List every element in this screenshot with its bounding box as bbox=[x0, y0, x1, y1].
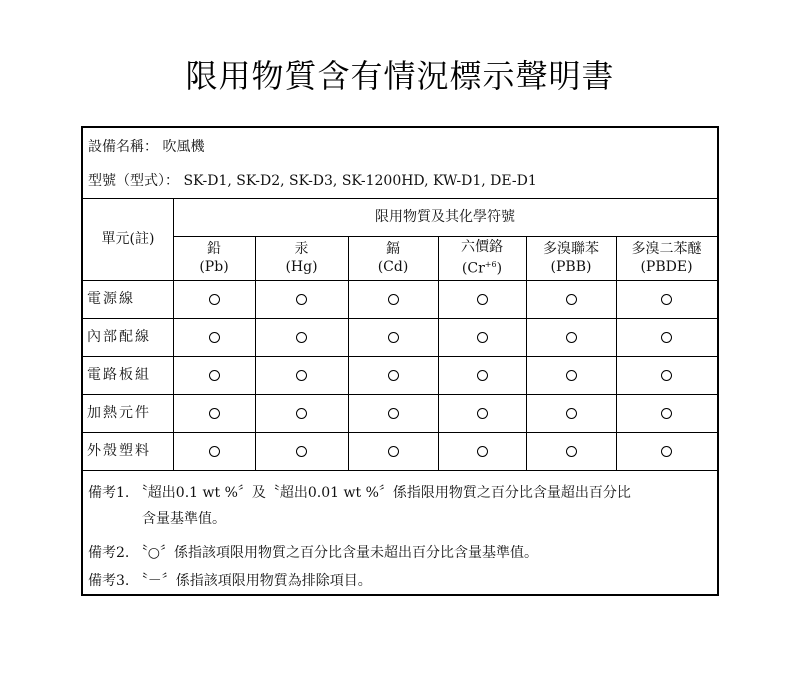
table-cell bbox=[173, 356, 255, 394]
circle-mark-icon bbox=[477, 332, 488, 343]
circle-mark-icon bbox=[209, 332, 220, 343]
note-2 bbox=[88, 540, 538, 566]
circle-mark-icon bbox=[209, 370, 220, 381]
note-3 bbox=[88, 568, 372, 594]
table-cell bbox=[616, 318, 717, 356]
circle-mark-icon bbox=[296, 294, 307, 305]
table-cell bbox=[348, 318, 438, 356]
substance-name: 汞 bbox=[294, 241, 309, 257]
column-header bbox=[173, 236, 255, 280]
table-cell bbox=[255, 356, 348, 394]
unit-name: 內部配線 bbox=[87, 329, 151, 345]
substance-group-header: 限用物質及其化學符號 bbox=[375, 209, 515, 225]
device-name-line bbox=[88, 130, 204, 164]
circle-mark-icon bbox=[661, 370, 672, 381]
substance-name: 多溴聯苯 bbox=[543, 241, 599, 257]
table-cell bbox=[255, 280, 348, 318]
circle-mark-icon bbox=[477, 294, 488, 305]
unit-header: 單元(註) bbox=[101, 231, 155, 247]
symbol-superscript: +6 bbox=[484, 260, 497, 270]
column-header bbox=[255, 236, 348, 280]
table-cell bbox=[255, 318, 348, 356]
table-cell bbox=[348, 280, 438, 318]
substance-name: 鎘 bbox=[385, 241, 400, 257]
note-text-continued: 含量基準值。 bbox=[142, 511, 226, 527]
table-cell bbox=[616, 394, 717, 432]
table-cell bbox=[526, 394, 616, 432]
substance-name: 鉛 bbox=[207, 241, 221, 257]
table-cell bbox=[438, 318, 526, 356]
column-header bbox=[616, 236, 717, 280]
device-name-value: 吹風機 bbox=[162, 139, 205, 155]
circle-mark-icon bbox=[566, 370, 577, 381]
circle-mark-icon bbox=[209, 446, 220, 457]
circle-mark-icon bbox=[477, 370, 488, 381]
model-label: 型號（型式）： bbox=[88, 173, 179, 189]
circle-mark-icon bbox=[566, 446, 577, 457]
note-text: 〝○〞係指該項限用物質之百分比含量未超出百分比含量基準值。 bbox=[133, 545, 539, 561]
note-label: 備考3. bbox=[88, 573, 134, 589]
note-label: 備考1. bbox=[88, 485, 134, 501]
substance-symbol: (Pb) bbox=[199, 259, 229, 275]
unit-name: 電源線 bbox=[87, 291, 135, 307]
device-name-label: 設備名稱： bbox=[88, 139, 158, 155]
circle-mark-icon bbox=[661, 408, 672, 419]
table-cell bbox=[255, 432, 348, 470]
table-cell bbox=[438, 394, 526, 432]
substance-symbol: (Cd) bbox=[377, 259, 409, 275]
table-cell bbox=[438, 356, 526, 394]
circle-mark-icon bbox=[296, 332, 307, 343]
row-divider bbox=[83, 470, 717, 471]
substance-symbol: $(Cr^{+6})$ bbox=[461, 260, 503, 277]
table-cell bbox=[438, 432, 526, 470]
circle-mark-icon bbox=[209, 294, 220, 305]
note-text: 〝－〞係指該項限用物質為排除項目。 bbox=[133, 573, 372, 589]
table-cell bbox=[173, 432, 255, 470]
circle-mark-icon bbox=[296, 370, 307, 381]
circle-mark-icon bbox=[566, 332, 577, 343]
table-cell bbox=[526, 318, 616, 356]
model-line bbox=[88, 164, 537, 198]
circle-mark-icon bbox=[477, 408, 488, 419]
table-cell bbox=[616, 432, 717, 470]
circle-mark-icon bbox=[388, 370, 399, 381]
table-cell bbox=[616, 280, 717, 318]
table-cell bbox=[616, 356, 717, 394]
unit-name: 外殼塑料 bbox=[87, 443, 151, 459]
circle-mark-icon bbox=[477, 446, 488, 457]
circle-mark-icon bbox=[296, 446, 307, 457]
substance-symbol: (PBDE) bbox=[640, 259, 693, 275]
substance-symbol: (PBB) bbox=[550, 259, 592, 275]
circle-mark-icon bbox=[388, 332, 399, 343]
circle-mark-icon bbox=[566, 294, 577, 305]
circle-mark-icon bbox=[388, 446, 399, 457]
circle-mark-icon bbox=[661, 294, 672, 305]
table-cell bbox=[173, 394, 255, 432]
substance-symbol: (Hg) bbox=[285, 259, 318, 275]
circle-mark-icon bbox=[388, 294, 399, 305]
circle-mark-icon bbox=[661, 446, 672, 457]
table-cell bbox=[526, 280, 616, 318]
table-cell bbox=[173, 280, 255, 318]
circle-mark-icon bbox=[566, 408, 577, 419]
unit-name: 電路板組 bbox=[87, 367, 151, 383]
substance-name: 多溴二苯醚 bbox=[631, 241, 702, 257]
page-title: 限用物質含有情況標示聲明書 bbox=[185, 57, 615, 95]
declaration-frame bbox=[81, 126, 719, 596]
circle-mark-icon bbox=[661, 332, 672, 343]
table-cell bbox=[438, 280, 526, 318]
table-cell bbox=[526, 356, 616, 394]
table-cell bbox=[173, 318, 255, 356]
note-text: 〝超出0.1 wt %〞及〝超出0.01 wt %〞係指限用物質之百分比含量超出百分比 bbox=[133, 485, 631, 501]
note-1 bbox=[88, 480, 631, 532]
table-cell bbox=[348, 394, 438, 432]
circle-mark-icon bbox=[296, 408, 307, 419]
table-cell bbox=[348, 356, 438, 394]
table-cell bbox=[526, 432, 616, 470]
table-cell bbox=[255, 394, 348, 432]
circle-mark-icon bbox=[388, 408, 399, 419]
note-label: 備考2. bbox=[88, 545, 134, 561]
unit-name: 加熱元件 bbox=[87, 405, 151, 421]
table-cell bbox=[348, 432, 438, 470]
column-header bbox=[526, 236, 616, 280]
substance-name: 六價鉻 bbox=[461, 239, 503, 256]
column-header bbox=[438, 236, 526, 280]
circle-mark-icon bbox=[209, 408, 220, 419]
column-header bbox=[348, 236, 438, 280]
model-value: SK-D1, SK-D2, SK-D3, SK-1200HD, KW-D1, DE-D1 bbox=[183, 173, 537, 189]
